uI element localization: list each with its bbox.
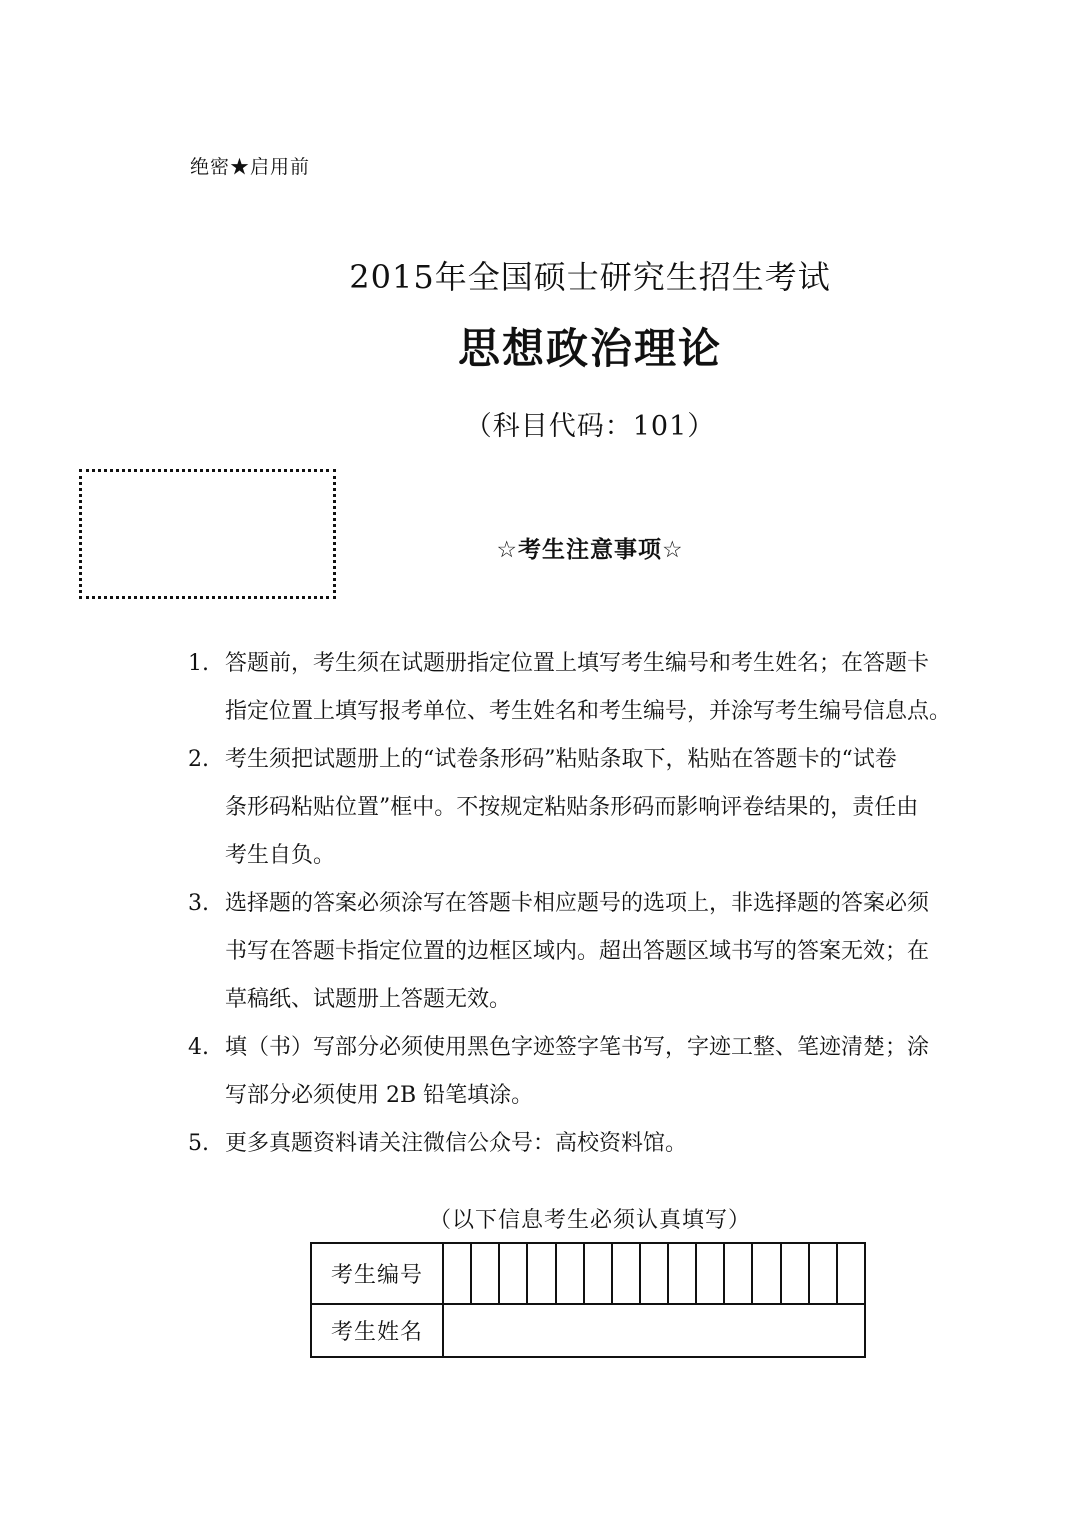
candidate-id-box[interactable] bbox=[612, 1243, 640, 1304]
candidate-name-field[interactable] bbox=[443, 1304, 865, 1357]
candidate-id-row bbox=[311, 1243, 865, 1304]
candidate-name-row bbox=[311, 1304, 865, 1357]
notice-item-line: 条形码粘贴位置”框中。不按规定粘贴条形码而影响评卷结果的，责任由 bbox=[225, 795, 919, 820]
candidate-id-box[interactable] bbox=[584, 1243, 612, 1304]
notice-item bbox=[188, 640, 978, 736]
notice-item-line: 选择题的答案必须涂写在答题卡相应题号的选项上，非选择题的答案必须 bbox=[225, 891, 930, 916]
candidate-id-box[interactable] bbox=[668, 1243, 696, 1304]
notice-item-line: 更多真题资料请关注微信公众号：高校资料馆。 bbox=[225, 1131, 688, 1156]
notice-item bbox=[188, 1024, 978, 1120]
candidate-info-table bbox=[310, 1242, 866, 1358]
notice-item-line: 考生须把试题册上的“试卷条形码”粘贴条取下，粘贴在答题卡的“试卷 bbox=[225, 747, 897, 772]
notice-item-number: 4. bbox=[188, 1035, 209, 1060]
notice-item bbox=[188, 736, 978, 880]
notice-item-line: 写部分必须使用 2B 铅笔填涂。 bbox=[225, 1083, 534, 1108]
candidate-id-box[interactable] bbox=[640, 1243, 668, 1304]
notice-item-number: 5. bbox=[188, 1131, 209, 1156]
notice-list bbox=[188, 640, 978, 1168]
notice-title: ☆考生注意事项☆ bbox=[496, 537, 684, 563]
notice-item-line: 书写在答题卡指定位置的边框区域内。超出答题区域书写的答案无效；在 bbox=[225, 939, 930, 964]
candidate-name-label: 考生姓名 bbox=[311, 1304, 443, 1357]
candidate-id-box[interactable] bbox=[752, 1243, 780, 1304]
candidate-id-label: 考生编号 bbox=[311, 1243, 443, 1304]
notice-item bbox=[188, 880, 978, 1024]
notice-item-number: 1. bbox=[188, 651, 209, 676]
exam-title: 2015年全国硕士研究生招生考试 bbox=[349, 258, 831, 296]
notice-item-number: 3. bbox=[188, 891, 209, 916]
subject-code: （科目代码：101） bbox=[464, 411, 716, 442]
fill-caption: （以下信息考生必须认真填写） bbox=[428, 1208, 751, 1233]
notice-item-line: 填（书）写部分必须使用黑色字迹签字笔书写，字迹工整、笔迹清楚；涂 bbox=[225, 1035, 930, 1060]
candidate-id-box[interactable] bbox=[471, 1243, 499, 1304]
candidate-id-box[interactable] bbox=[443, 1243, 471, 1304]
candidate-id-box[interactable] bbox=[696, 1243, 724, 1304]
candidate-id-box[interactable] bbox=[527, 1243, 555, 1304]
candidate-id-box[interactable] bbox=[499, 1243, 527, 1304]
candidate-id-box[interactable] bbox=[556, 1243, 584, 1304]
secret-mark: 绝密★启用前 bbox=[190, 156, 311, 178]
notice-item-number: 2. bbox=[188, 747, 209, 772]
notice-item-line: 草稿纸、试题册上答题无效。 bbox=[225, 987, 512, 1012]
subject-title: 思想政治理论 bbox=[457, 324, 722, 373]
candidate-id-box[interactable] bbox=[781, 1243, 809, 1304]
notice-item-line: 考生自负。 bbox=[225, 843, 336, 868]
candidate-id-box[interactable] bbox=[809, 1243, 837, 1304]
notice-item-line: 指定位置上填写报考单位、考生姓名和考生编号，并涂写考生编号信息点。 bbox=[225, 699, 952, 724]
candidate-id-box[interactable] bbox=[837, 1243, 865, 1304]
candidate-id-box[interactable] bbox=[724, 1243, 752, 1304]
notice-item-line: 答题前，考生须在试题册指定位置上填写考生编号和考生姓名；在答题卡 bbox=[225, 651, 930, 676]
notice-item bbox=[188, 1120, 978, 1168]
